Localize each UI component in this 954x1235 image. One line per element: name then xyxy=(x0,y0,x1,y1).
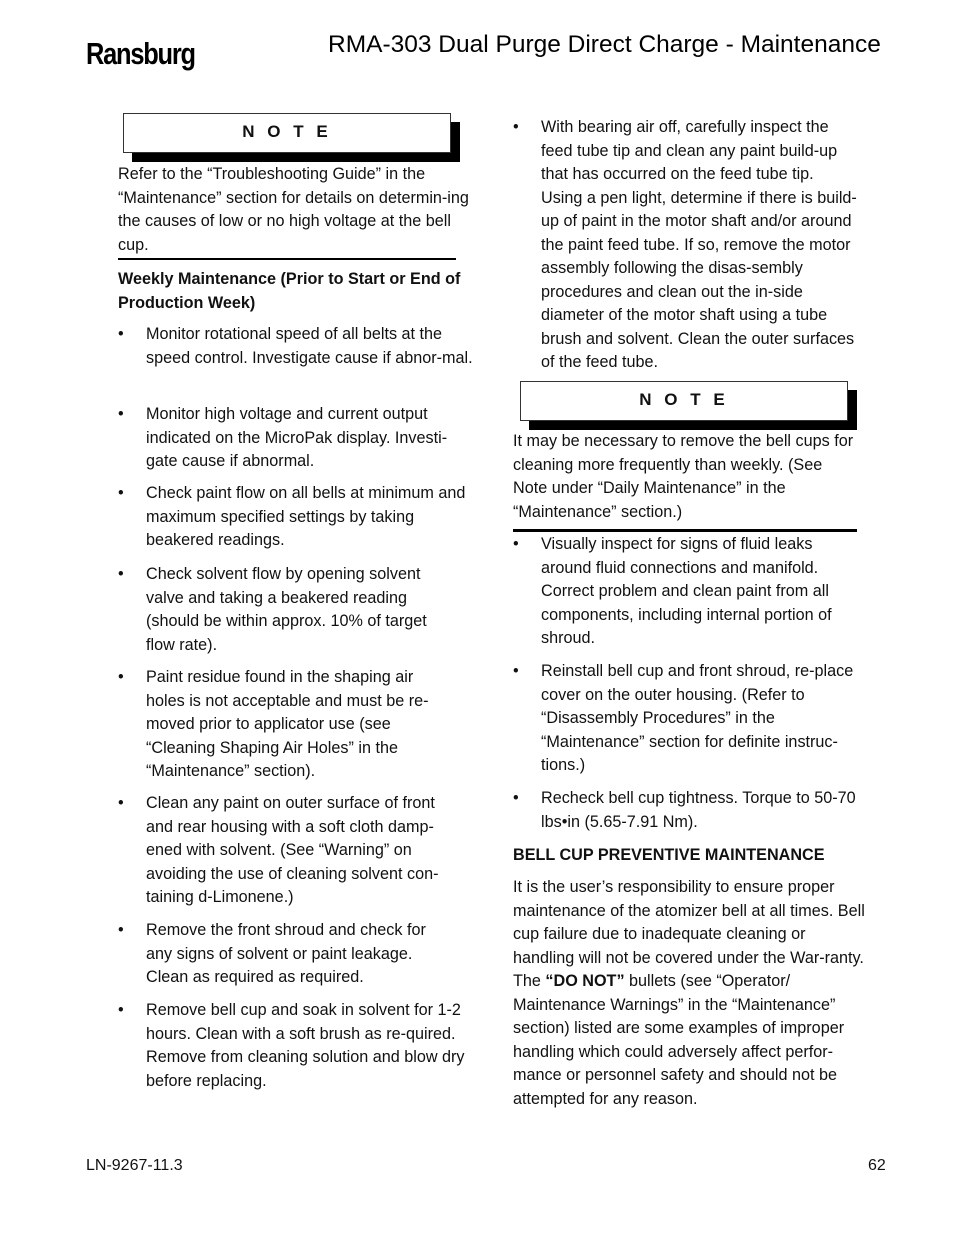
note-text-right: It may be necessary to remove the bell cups for cleaning more frequently than weekly. (See Note under “Daily Maintenance” in the “Maintenance” section.) xyxy=(513,432,854,521)
bullet-icon xyxy=(513,116,533,140)
list-item-text: Check solvent flow by opening solvent valve and taking a beakered reading (should be within approx. 10% of target flow rate). xyxy=(146,565,427,654)
bell-cup-text-start: It is the user’s responsibility to ensure proper maintenance of the atomizer bell at all times. Bell cup failure due to inadequate cleaning or handling will not be covered under the War-ranty. The xyxy=(513,878,865,990)
list-item-text: Remove the front shroud and check for any signs of solvent or paint leakage. Clean as required as required. xyxy=(146,921,426,986)
weekly-maintenance-heading: Weekly Maintenance (Prior to Start or End of Production Week) xyxy=(118,270,461,312)
list-item-text: Check paint flow on all bells at minimum and maximum specified settings by taking beakered readings. xyxy=(146,484,466,549)
list-item-text: Remove bell cup and soak in solvent for 1-2 hours. Clean with a soft brush as re-quired. Remove from cleaning solution and blow dry before replacing. xyxy=(146,1001,465,1090)
note-text-left: Refer to the “Troubleshooting Guide” in the “Maintenance” section for details on determin-ing the causes of low or no high voltage at the bell cup. xyxy=(118,165,469,254)
bullet-icon xyxy=(118,482,138,506)
bullet-icon xyxy=(513,660,533,684)
bullet-icon xyxy=(118,792,138,816)
list-item-text: Monitor high voltage and current output indicated on the MicroPak display. Investi-gate cause if abnormal. xyxy=(146,405,448,470)
list-item-text: Reinstall bell cup and front shroud, re-place cover on the outer housing. (Refer to “Disassembly Procedures” in the “Maintenance” section for definite instruc-tions.) xyxy=(541,662,854,774)
note-divider-right xyxy=(513,529,857,532)
list-item-text: Visually inspect for signs of fluid leaks around fluid connections and manifold. Correct problem and clean paint from all components, including internal portion of shroud. xyxy=(541,535,832,647)
page-number: 62 xyxy=(868,1157,886,1174)
note-divider-left xyxy=(118,258,456,260)
note-label: N O T E xyxy=(242,122,332,141)
page-title: RMA-303 Dual Purge Direct Charge - Maintenance xyxy=(328,31,881,58)
document-number: LN-9267-11.3 xyxy=(86,1157,183,1174)
list-item-text: Paint residue found in the shaping air holes is not acceptable and must be re-moved prior to applicator use (see “Cleaning Shaping Air Holes” in the “Maintenance” section). xyxy=(146,668,429,780)
bullet-icon xyxy=(513,787,533,811)
do-not-emphasis: “DO NOT” xyxy=(545,972,625,990)
list-item-text: With bearing air off, carefully inspect the feed tube tip and clean any paint build-up that has occurred on the feed tube tip. Using a pen light, determine if there is build-up of paint in the motor shaft and/or around the paint feed tube. If so, remove the motor assembly following the disas-sembly procedures and clean out the in-side diameter of the motor shaft using a tube brush and solvent. Clean the outer surfaces of the feed tube. xyxy=(541,118,857,371)
bullet-icon xyxy=(118,563,138,587)
bullet-icon xyxy=(118,323,138,347)
bullet-icon xyxy=(118,666,138,690)
bullet-icon xyxy=(118,999,138,1023)
bullet-icon xyxy=(118,403,138,427)
list-item-text: Monitor rotational speed of all belts at the speed control. Investigate cause if abnor-mal. xyxy=(146,325,473,367)
ransburg-logo: Ransburg xyxy=(86,36,195,71)
note-box-left xyxy=(123,113,451,153)
bell-cup-paragraph xyxy=(513,876,869,1111)
bullet-icon xyxy=(513,533,533,557)
bullet-icon xyxy=(118,919,138,943)
bell-cup-heading: BELL CUP PREVENTIVE MAINTENANCE xyxy=(513,846,825,864)
list-item-text: Clean any paint on outer surface of front and rear housing with a soft cloth damp-ened with solvent. (See “Warning” on avoiding the use of cleaning solvent con-taining d-Limonene.) xyxy=(146,794,439,906)
list-item-text: Recheck bell cup tightness. Torque to 50-70 lbs•in (5.65-7.91 Nm). xyxy=(541,789,856,831)
bell-cup-text-end: bullets (see “Operator/ Maintenance Warnings” in the “Maintenance” section) listed are some examples of improper handling which could adversely affect perfor-mance or personnel safety and should not be attempted for any reason. xyxy=(513,972,845,1108)
note-box-right xyxy=(520,381,848,421)
note-label: N O T E xyxy=(639,390,729,409)
